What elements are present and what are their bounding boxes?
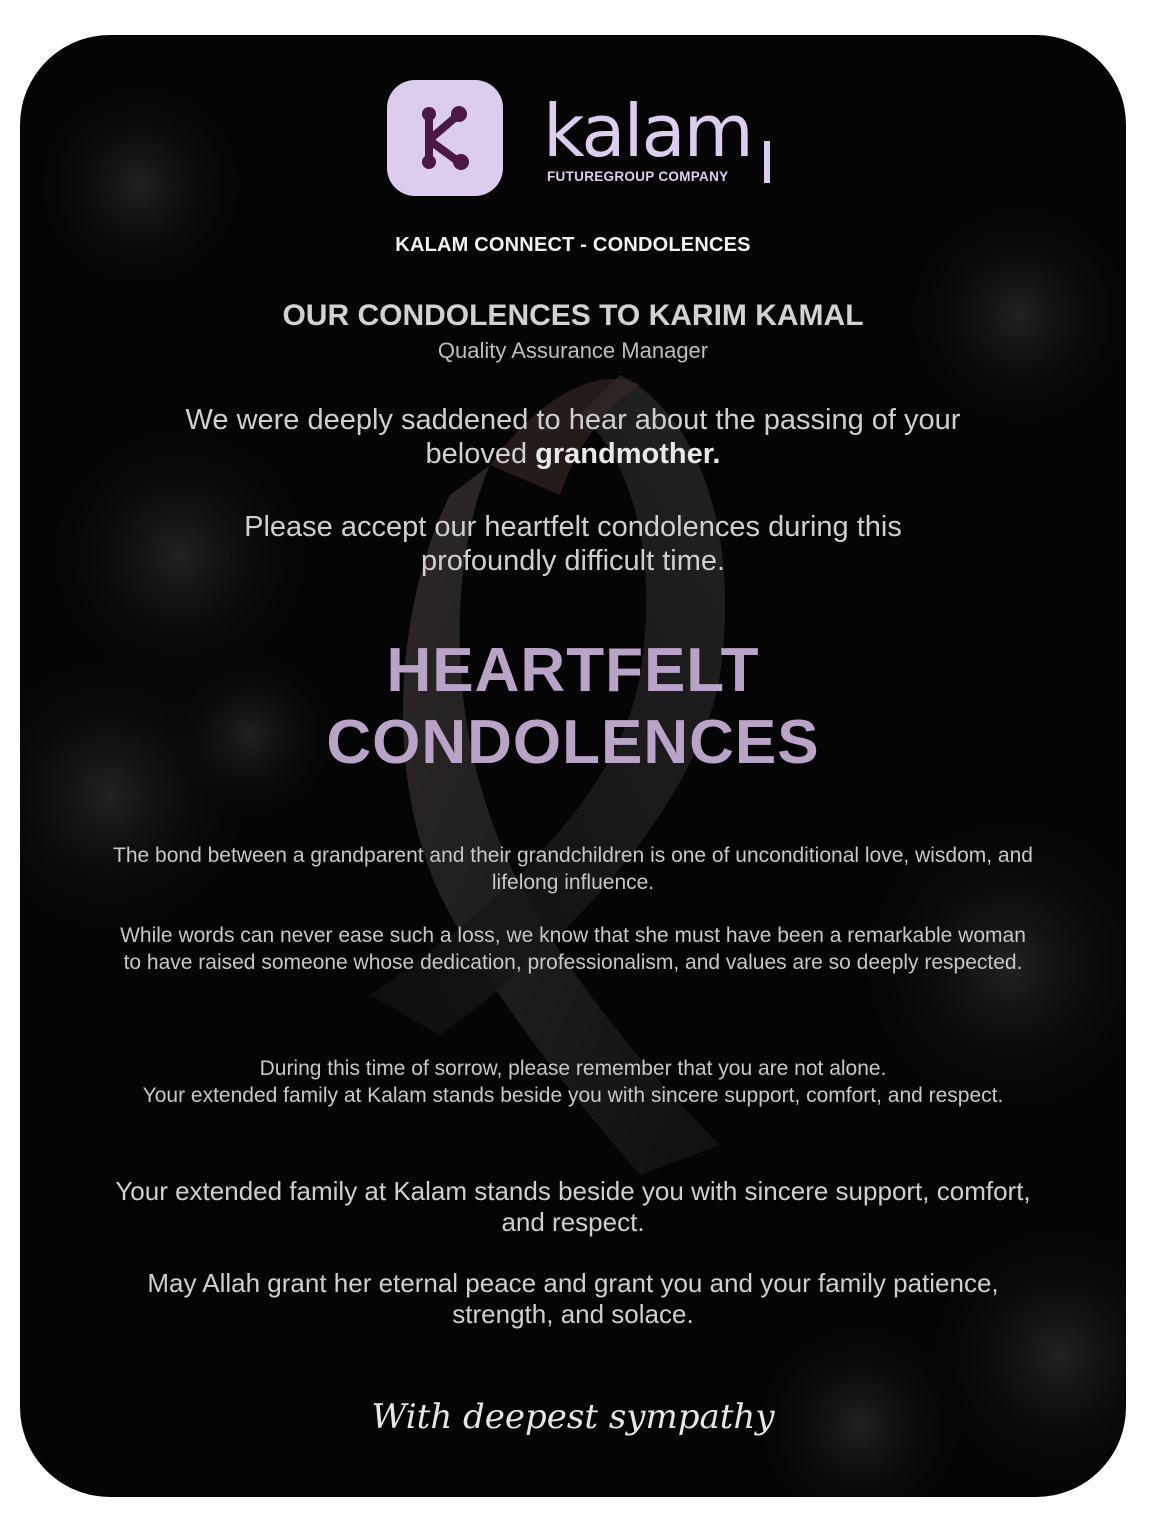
body-paragraph-1	[20, 842, 1126, 896]
headline	[20, 635, 1126, 779]
body-paragraph-3-line2: Your extended family at Kalam stands beside you with sincere support, comfort, and respect.	[142, 1084, 1004, 1107]
kalam-logo-icon	[387, 80, 503, 196]
body-paragraph-4-text: Your extended family at Kalam stands beside you with sincere support, comfort, and respect.	[115, 1176, 1031, 1237]
card-content	[20, 35, 1126, 1497]
body-paragraph-2	[20, 922, 1126, 976]
intro-lead: We were deeply saddened to hear about the passing of your beloved	[185, 404, 961, 470]
brand-bar	[764, 141, 770, 183]
body-paragraph-2-text: While words can never ease such a loss, we know that she must have been a remarkable woman to have raised someone whose dedication, professionalism, and values are so deeply respected.	[120, 924, 1026, 974]
brand-tagline: FUTUREGROUP COMPANY	[547, 169, 729, 184]
header-tag: KALAM CONNECT - CONDOLENCES	[395, 234, 751, 256]
brand-wordmark	[543, 89, 783, 187]
accept-text: Please accept our heartfelt condolences during this profoundly difficult time.	[244, 511, 902, 577]
intro-message	[20, 403, 1126, 471]
body-paragraph-5-text: May Allah grant her eternal peace and grant you and your family patience, strength, and solace.	[147, 1268, 999, 1329]
accept-message	[20, 510, 1126, 578]
intro-bold: grandmother.	[535, 438, 721, 470]
recipient-line: OUR CONDOLENCES TO KARIM KAMAL	[282, 299, 864, 332]
body-paragraph-3	[20, 1055, 1126, 1109]
body-paragraph-1-text: The bond between a grandparent and their grandchildren is one of unconditional love, wisdom, and lifelong influence.	[113, 844, 1033, 894]
headline-line1: HEARTFELT	[386, 636, 760, 705]
recipient-role: Quality Assurance Manager	[437, 338, 709, 363]
brand-name: kalam	[543, 89, 752, 173]
headline-line2: CONDOLENCES	[326, 708, 820, 777]
condolence-card	[20, 35, 1126, 1497]
body-paragraph-4	[20, 1176, 1126, 1238]
signature: With deepest sympathy	[371, 1397, 775, 1437]
body-paragraph-3-line1: During this time of sorrow, please remember that you are not alone.	[259, 1057, 887, 1080]
body-paragraph-5	[20, 1268, 1126, 1330]
